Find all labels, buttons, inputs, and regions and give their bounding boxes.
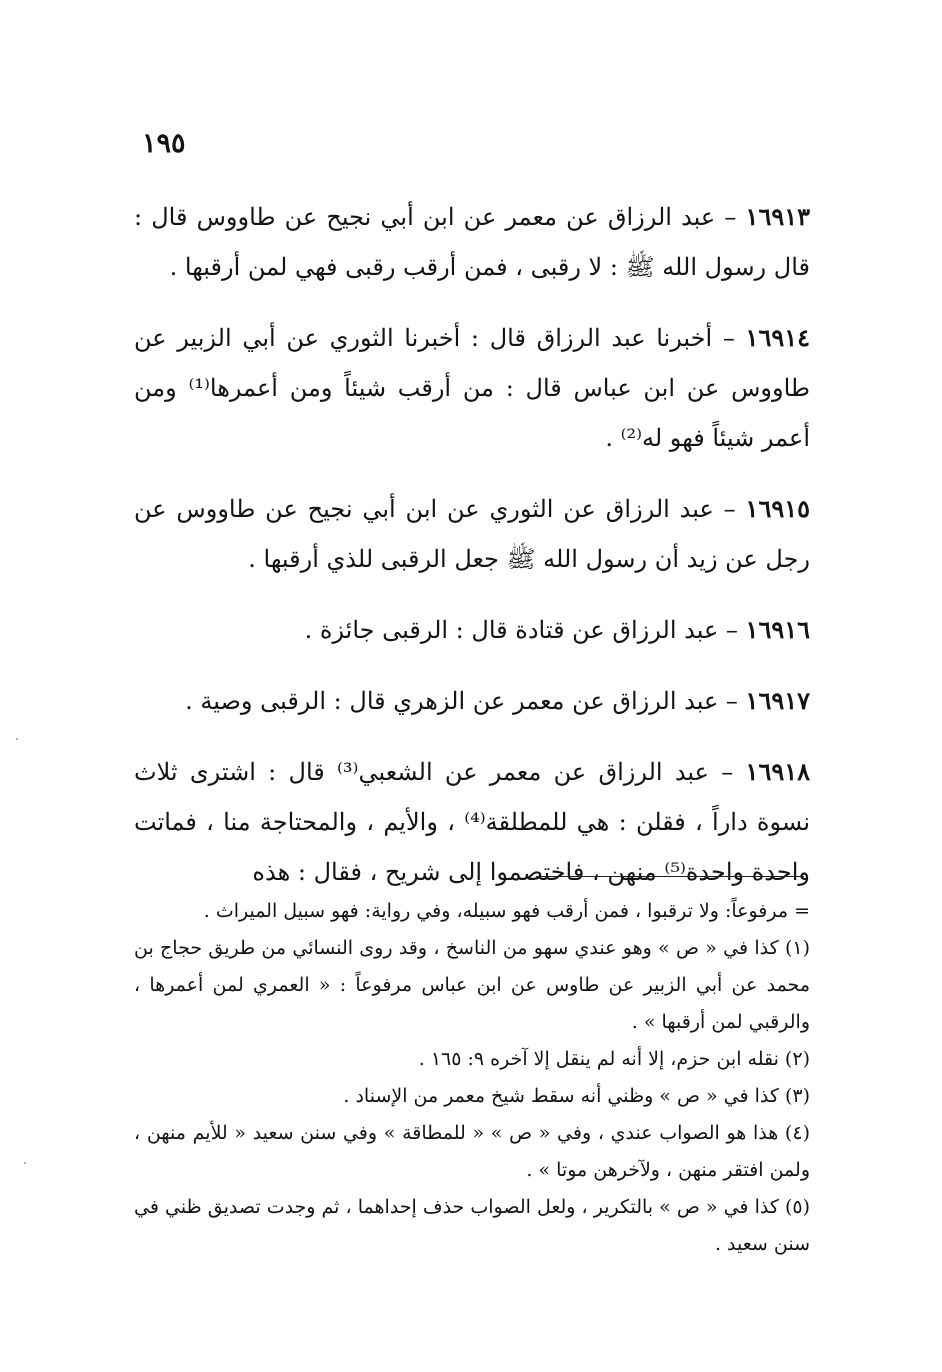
hadith-16917 [134,676,810,726]
hadith-text: – عبد الرزاق عن معمر عن ابن أبي نجيح عن طاووس قال : قال رسول الله ﷺ : لا رقبى ، فمن أرقب رقبى فهي لمن أرقبها . [134,203,810,281]
footnote-2: (٢) نقله ابن حزم، إلا أنه لم ينقل إلا آخره ٩: ١٦٥ . [418,1048,810,1070]
hadith-number: ١٦٩١٣ [745,202,810,231]
footnotes [134,893,810,1263]
hadith-text: – أخبرنا عبد الرزاق قال : أخبرنا الثوري عن أبي الزبير عن طاووس عن ابن عباس قال : من أرقب شيئاً ومن أعمرها⁽¹⁾ ومن أعمر شيئاً فهو له⁽²⁾ . [134,324,810,452]
hadith-number: ١٦٩١٨ [745,757,810,786]
scan-speck [24,1162,26,1164]
hadith-text: – عبد الرزاق عن الثوري عن ابن أبي نجيح عن طاووس عن رجل عن زيد أن رسول الله ﷺ جعل الرقبى للذي أرقبها . [134,495,810,573]
hadith-16914 [134,313,810,463]
footnote-divider [536,876,804,877]
hadith-text: – عبد الرزاق عن معمر عن الزهري قال : الرقبى وصية . [185,687,738,715]
hadith-number: ١٦٩١٧ [745,686,810,715]
footnote-5: (٥) كذا في « ص » بالتكرير ، ولعل الصواب حذف إحداهما ، ثم وجدت تصديق ظني في سنن سعيد . [134,1196,810,1255]
hadith-16913 [134,192,810,292]
hadith-text: – عبد الرزاق عن قتادة قال : الرقبى جائزة . [304,616,738,644]
hadith-16918 [134,747,810,897]
scan-speck [16,738,18,740]
page-number: ١٩٥ [142,128,186,159]
hadith-16916 [134,605,810,655]
hadith-16915 [134,484,810,584]
footnote-continuation: = مرفوعاً: ولا ترقبوا ، فمن أرقب فهو سبيله، وفي رواية: فهو سبيل الميراث . [203,900,810,922]
hadith-number: ١٦٩١٤ [745,323,810,352]
hadith-number: ١٦٩١٥ [745,494,810,523]
main-text [134,192,810,918]
footnote-1: (١) كذا في « ص » وهو عندي سهو من الناسخ ، وقد روى النسائي من طريق حجاج بن محمد عن أبي الزبير عن طاوس عن ابن عباس مرفوعاً : « العمري لمن أعمرها ، والرقبي لمن أرقبها » . [134,937,810,1033]
footnote-3: (٣) كذا في « ص » وظني أنه سقط شيخ معمر من الإسناد . [343,1085,810,1107]
hadith-number: ١٦٩١٦ [745,615,810,644]
footnote-4: (٤) هذا هو الصواب عندي ، وفي « ص » « للمطاقة » وفي سنن سعيد « للأيم منهن ، ولمن افتقر منهن ، ولآخرهن موتا » . [134,1122,810,1181]
hadith-text: – عبد الرزاق عن معمر عن الشعبي⁽³⁾ قال : اشترى ثلاث نسوة داراً ، فقلن : هي للمطلقة⁽⁴⁾ ، والأيم ، والمحتاجة منا ، فماتت واحدة واحدة⁽⁵⁾ منهن ، فاختصموا إلى شريح ، فقال : هذه [134,758,810,886]
